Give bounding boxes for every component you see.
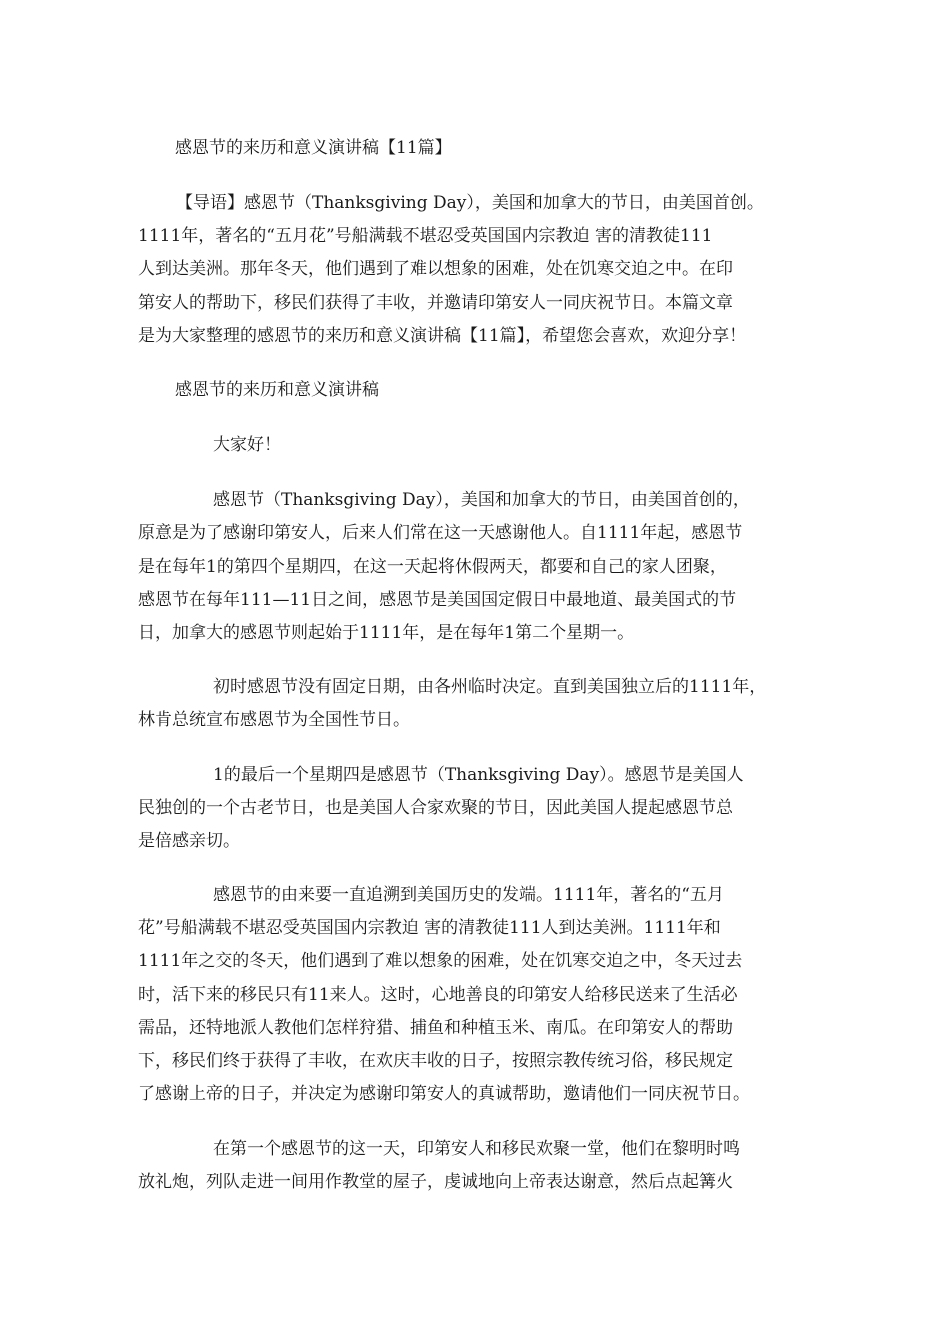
paragraph-line: 时，活下来的移民只有11来人。这时，心地善良的印第安人给移民送来了生活必 (138, 985, 738, 1005)
paragraph-line: 原意是为了感谢印第安人，后来人们常在这一天感谢他人。自1111年起，感恩节 (138, 523, 743, 543)
paragraph-line: 下，移民们终于获得了丰收，在欢庆丰收的日子，按照宗教传统习俗，移民规定 (138, 1051, 733, 1071)
intro-line: 是为大家整理的感恩节的来历和意义演讲稿【11篇】，希望您会喜欢，欢迎分享！ (138, 326, 747, 346)
paragraph-line: 1的最后一个星期四是感恩节（Thanksgiving Day）。感恩节是美国人 (213, 765, 744, 785)
section-heading: 感恩节的来历和意义演讲稿 (175, 380, 379, 400)
paragraph-line: 1111年之交的冬天，他们遇到了难以想象的困难，处在饥寒交迫之中，冬天过去 (138, 951, 743, 971)
greeting: 大家好！ (213, 435, 281, 455)
paragraph-line: 需品，还特地派人教他们怎样狩猎、捕鱼和种植玉米、南瓜。在印第安人的帮助 (138, 1018, 733, 1038)
paragraph-line: 感恩节在每年111—11日之间，感恩节是美国国定假日中最地道、最美国式的节 (138, 590, 737, 610)
paragraph-line: 在第一个感恩节的这一天，印第安人和移民欢聚一堂，他们在黎明时鸣 (213, 1139, 740, 1159)
intro-line: 1111年，著名的“五月花”号船满载不堪忍受英国国内宗教迫 害的清教徒111 (138, 226, 713, 246)
paragraph-line: 是倍感亲切。 (138, 831, 240, 851)
paragraph-line: 民独创的一个古老节日，也是美国人合家欢聚的节日，因此美国人提起感恩节总 (138, 798, 733, 818)
paragraph-line: 花”号船满载不堪忍受英国国内宗教迫 害的清教徒111人到达美洲。1111年和 (138, 918, 721, 938)
paragraph-line: 是在每年1的第四个星期四，在这一天起将休假两天，都要和自己的家人团聚， (138, 557, 727, 577)
paragraph-line: 林肯总统宣布感恩节为全国性节日。 (138, 710, 410, 730)
paragraph-line: 放礼炮，列队走进一间用作教堂的屋子，虔诚地向上帝表达谢意，然后点起篝火 (138, 1172, 733, 1192)
intro-line: 【导语】感恩节（Thanksgiving Day），美国和加拿大的节日，由美国首创。 (176, 193, 764, 213)
document-title: 感恩节的来历和意义演讲稿【11篇】 (175, 138, 452, 158)
intro-line: 人到达美洲。那年冬天，他们遇到了难以想象的困难，处在饥寒交迫之中。在印 (138, 259, 733, 279)
paragraph-line: 初时感恩节没有固定日期，由各州临时决定。直到美国独立后的1111年， (213, 677, 767, 697)
paragraph-line: 感恩节（Thanksgiving Day），美国和加拿大的节日，由美国首创的， (213, 490, 750, 510)
paragraph-line: 感恩节的由来要一直追溯到美国历史的发端。1111年，著名的“五月 (213, 885, 724, 905)
paragraph-line: 日，加拿大的感恩节则起始于1111年，是在每年1第二个星期一。 (138, 623, 635, 643)
intro-line: 第安人的帮助下，移民们获得了丰收，并邀请印第安人一同庆祝节日。本篇文章 (138, 293, 733, 313)
paragraph-line: 了感谢上帝的日子，并决定为感谢印第安人的真诚帮助，邀请他们一同庆祝节日。 (138, 1084, 750, 1104)
